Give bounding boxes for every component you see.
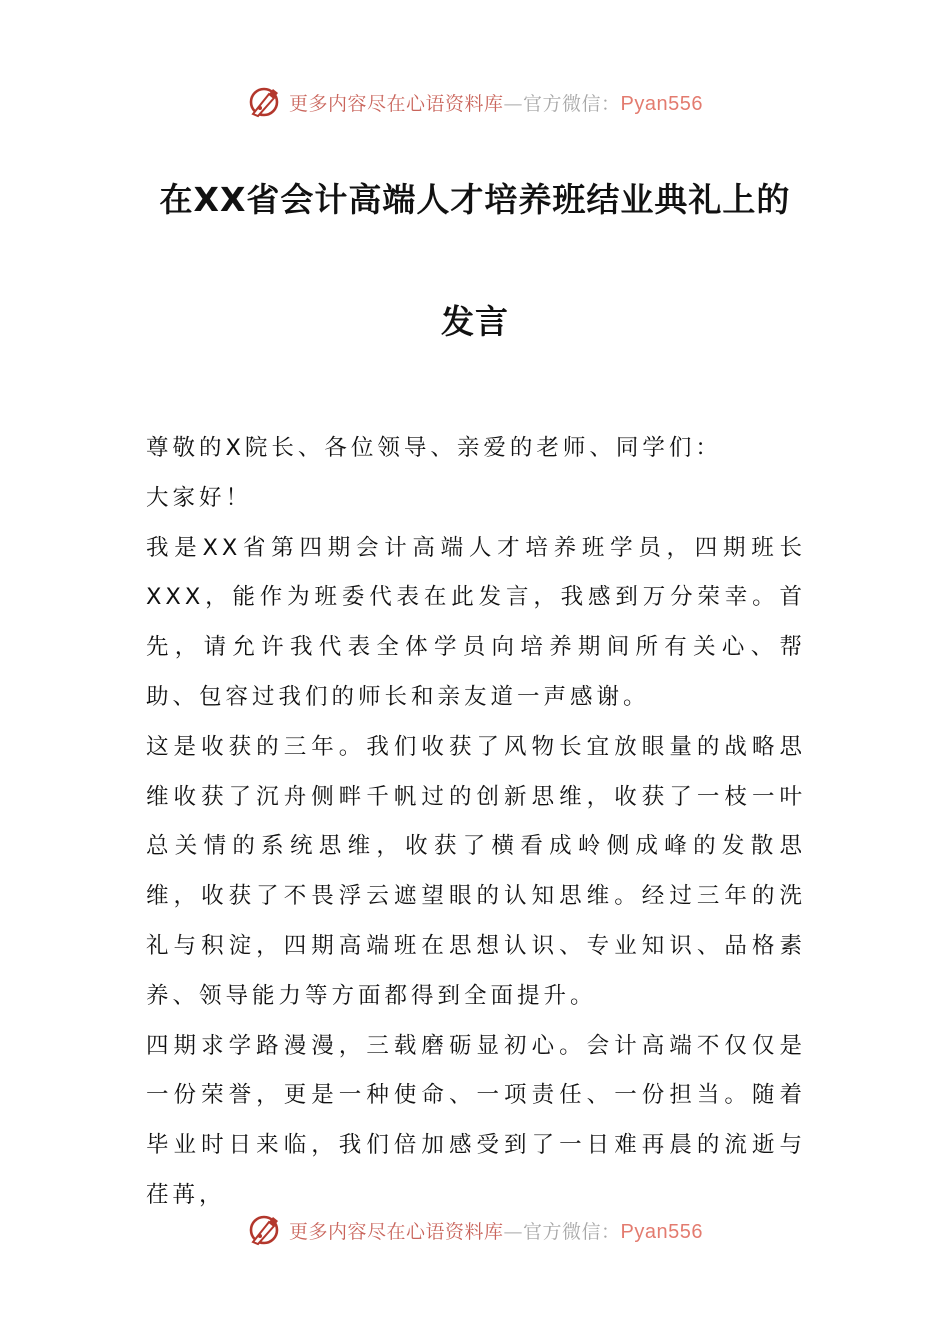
salutation-paragraph: 尊敬的X院长、各位领导、亲爱的老师、同学们： bbox=[146, 435, 722, 461]
pen-logo-icon bbox=[247, 1213, 281, 1247]
pen-logo-icon bbox=[247, 85, 281, 119]
banner-separator: — bbox=[503, 92, 524, 115]
banner-label: 官方微信： bbox=[523, 1220, 621, 1243]
body-paragraph: 四期求学路漫漫，三载磨砺显初心。会计高端不仅仅是一份荣誉，更是一种使命、一项责任、一份担当。随着毕业时日来临，我们倍加感受到了一日难再晨的流逝与荏苒， bbox=[146, 1032, 806, 1208]
banner-main-text: 更多内容尽在心语资料库 bbox=[289, 1220, 504, 1243]
banner-main-text: 更多内容尽在心语资料库 bbox=[289, 92, 504, 115]
greeting-paragraph: 大家好！ bbox=[146, 484, 253, 511]
body-paragraph: 我是XX省第四期会计高端人才培养班学员，四期班长XXX，能作为班委代表在此发言，我感到万分荣幸。首先，请允许我代表全体学员向培养期间所有关心、帮助、包容过我们的师长和亲友道一声感谢。 bbox=[146, 534, 806, 710]
document-body bbox=[146, 424, 806, 1221]
banner-wechat-id: Pyan556 bbox=[620, 92, 703, 115]
banner-label: 官方微信： bbox=[523, 92, 621, 115]
body-paragraph: 这是收获的三年。我们收获了风物长宜放眼量的战略思维收获了沉舟侧畔千帆过的创新思维，收获了一枝一叶总关情的系统思维，收获了横看成岭侧成峰的发散思维，收获了不畏浮云遮望眼的认知思维。经过三年的洗礼与积淀，四期高端班在思想认识、专业知识、品格素养、领导能力等方面都得到全面提升。 bbox=[146, 733, 806, 1009]
document-title-line2: 发言 bbox=[441, 302, 509, 341]
footer-banner bbox=[0, 1208, 950, 1252]
banner-wechat-id: Pyan556 bbox=[620, 1220, 703, 1243]
banner-separator: — bbox=[503, 1220, 524, 1243]
header-banner bbox=[0, 80, 950, 124]
document-title-line1: 在XX省会计高端人才培养班结业典礼上的 bbox=[159, 180, 791, 219]
